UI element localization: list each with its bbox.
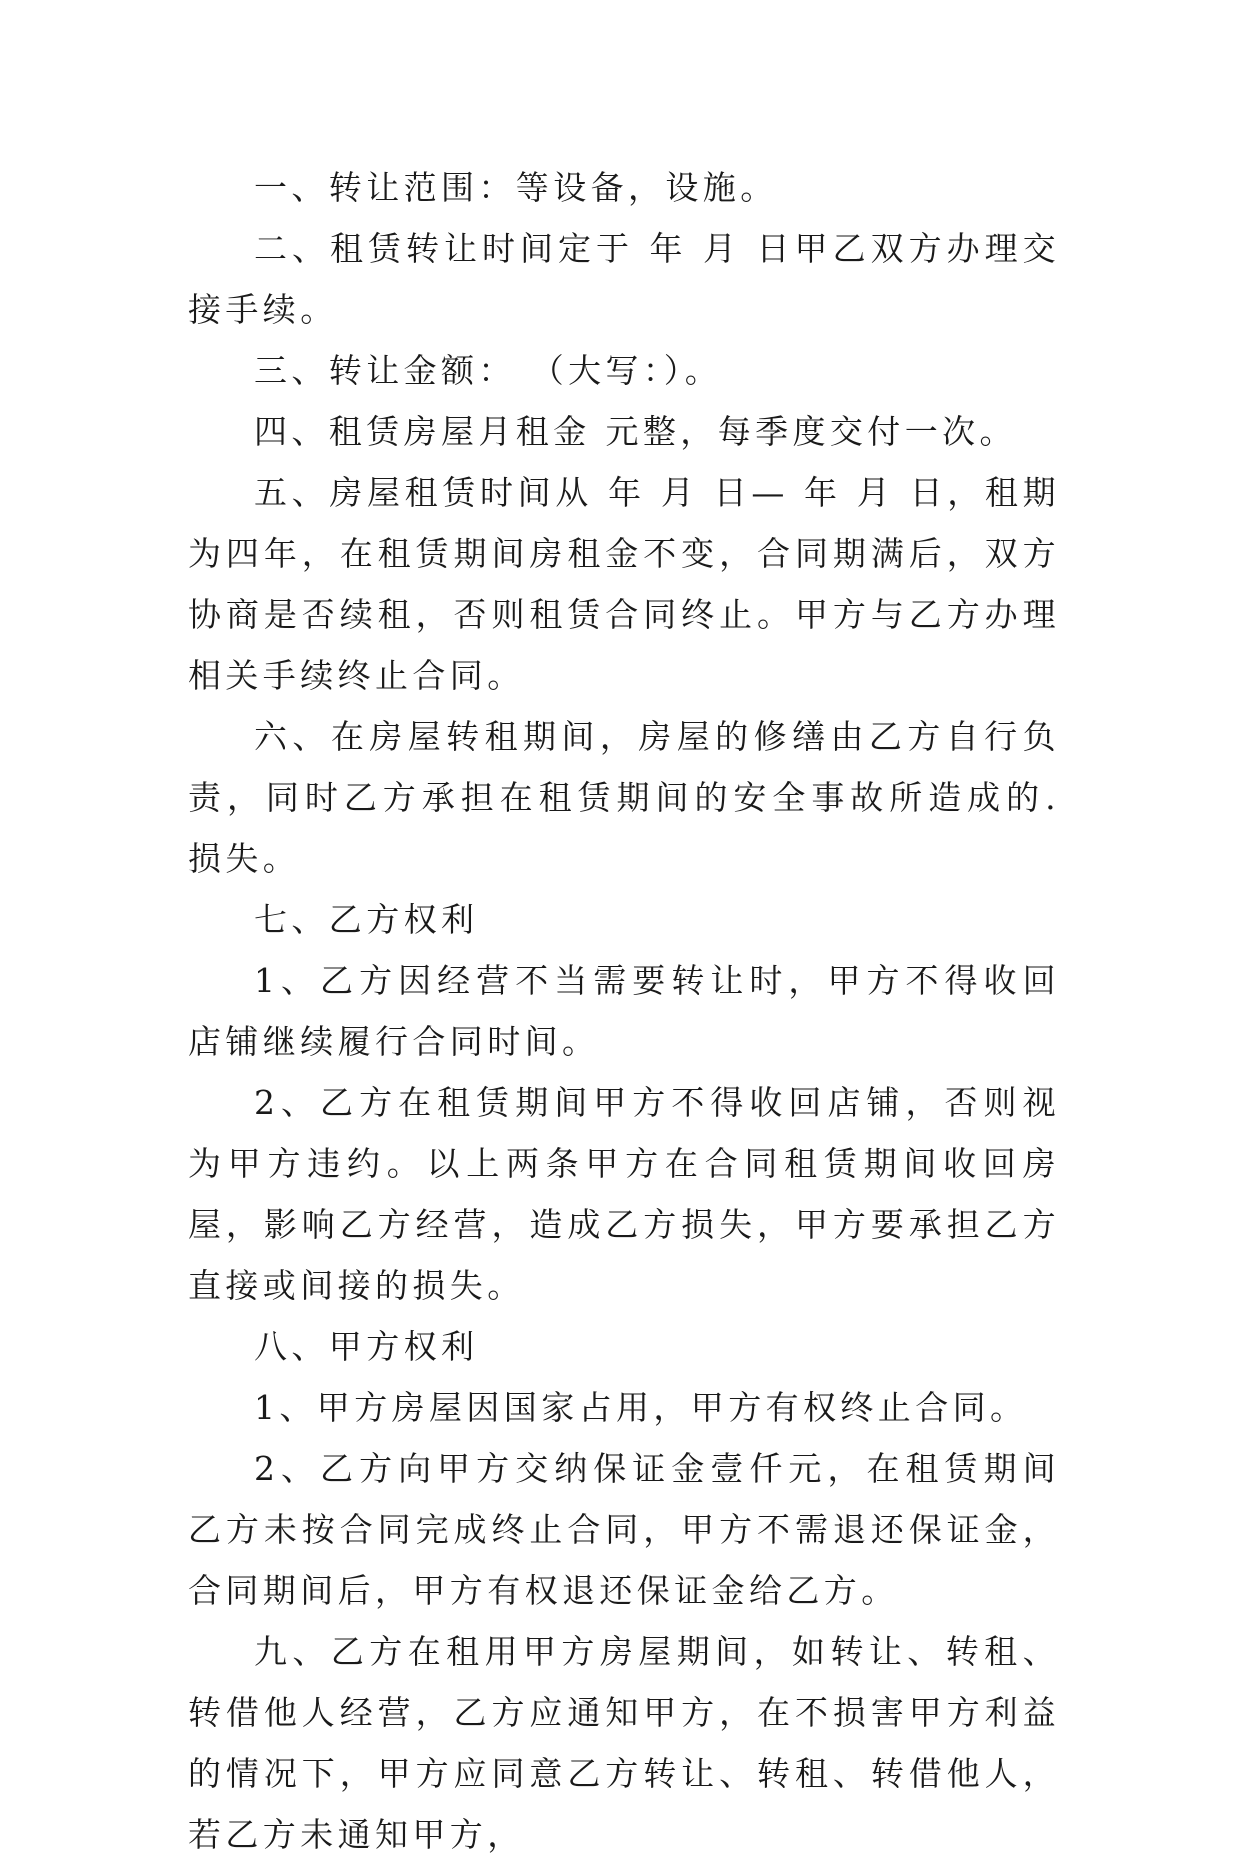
party-a-right-2: 2、乙方向甲方交纳保证金壹仟元，在租赁期间乙方未按合同完成终止合同，甲方不需退还保证金，合同期间后，甲方有权退还保证金给乙方。: [188, 1449, 1060, 1610]
party-a-right-1: 1、甲方房屋因国家占用，甲方有权终止合同。: [254, 1388, 1028, 1427]
clause-handover-date: 二、租赁转让时间定于 年 月 日甲乙双方办理交接手续。: [188, 229, 1060, 329]
section-heading-party-b-rights: 七、乙方权利: [254, 900, 479, 939]
clause-sublease-notice: 九、乙方在租用甲方房屋期间，如转让、转租、转借他人经营，乙方应通知甲方，在不损害甲方利益的情况下，甲方应同意乙方转让、转租、转借他人，若乙方未通知甲方，: [188, 1632, 1060, 1854]
clause-transfer-amount: 三、转让金额： （大写：）。: [254, 351, 723, 390]
party-b-right-1: 1、乙方因经营不当需要转让时，甲方不得收回店铺继续履行合同时间。: [188, 961, 1060, 1061]
section-heading-party-a-rights: 八、甲方权利: [254, 1327, 479, 1366]
party-b-right-2: 2、乙方在租赁期间甲方不得收回店铺，否则视为甲方违约。以上两条甲方在合同租赁期间收回房屋，影响乙方经营，造成乙方损失，甲方要承担乙方直接或间接的损失。: [188, 1083, 1060, 1305]
clause-transfer-scope: 一、转让范围：等设备，设施。: [254, 168, 778, 207]
clause-repairs-liability: 六、在房屋转租期间，房屋的修缮由乙方自行负责，同时乙方承担在租赁期间的安全事故所造成的.损失。: [188, 717, 1060, 878]
clause-monthly-rent: 四、租赁房屋月租金 元整，每季度交付一次。: [254, 412, 1017, 451]
clause-lease-term: 五、房屋租赁时间从 年 月 日— 年 月 日，租期为四年，在租赁期间房租金不变，合同期满后，双方协商是否续租，否则租赁合同终止。甲方与乙方办理相关手续终止合同。: [188, 473, 1060, 695]
document-body: [188, 157, 1060, 1865]
